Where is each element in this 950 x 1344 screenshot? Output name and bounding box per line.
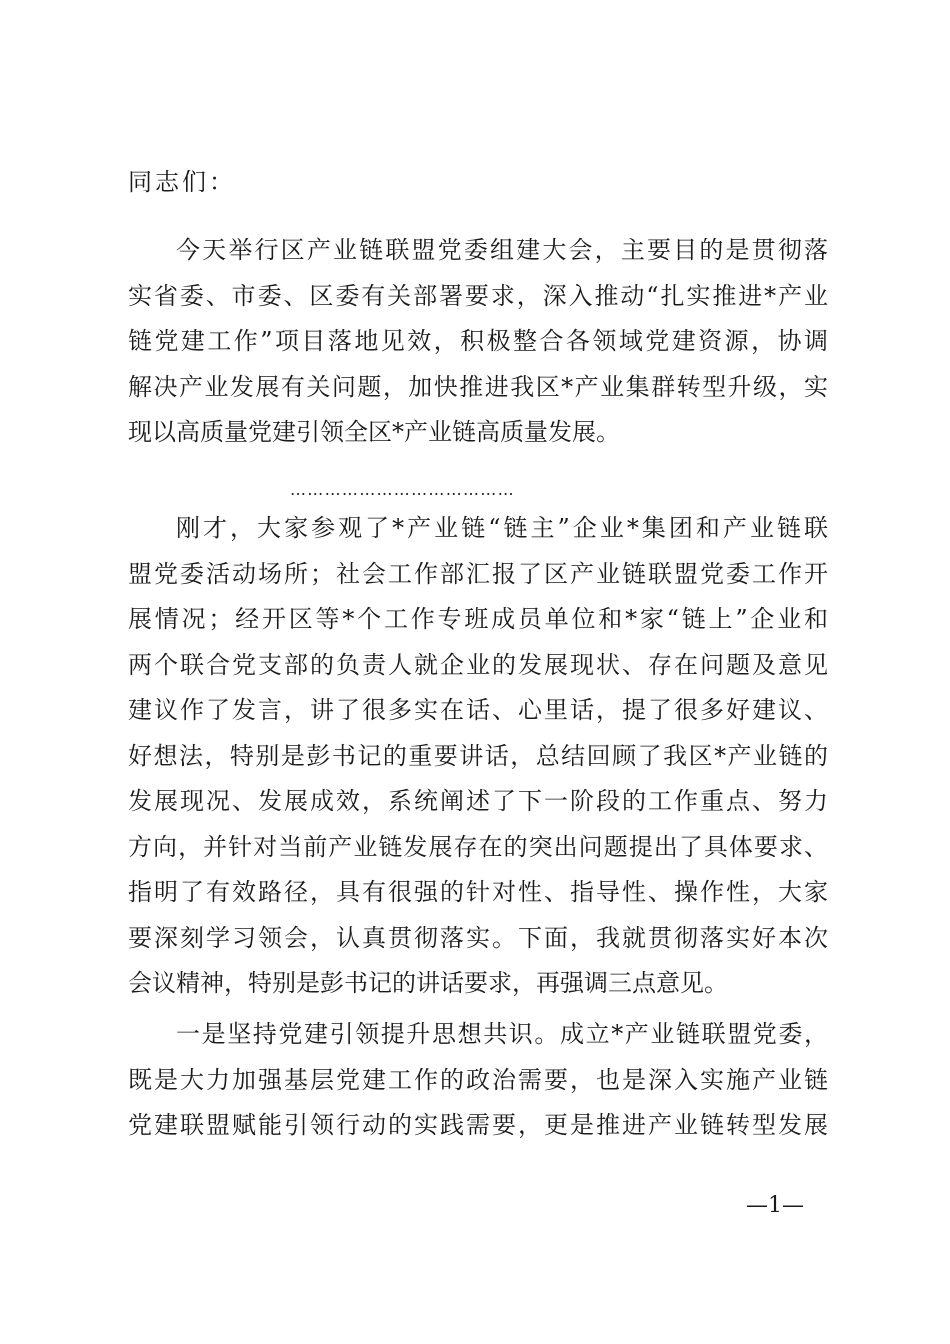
text-line: 发展现况、发展成效，系统阐述了下一阶段的工作重点、努力 xyxy=(128,787,828,815)
text-line: 今天举行区产业链联盟党委组建大会，主要目的是贯彻落 xyxy=(176,236,828,264)
text-line: 建议作了发言，讲了很多实在话、心里话，提了很多好建议、 xyxy=(128,696,828,724)
paragraph-opening xyxy=(128,228,828,456)
text-line: 刚才，大家参观了*产业链“链主”企业*集团和产业链联 xyxy=(176,514,828,542)
text-line: 一是坚持党建引领提升思想共识。成立*产业链联盟党委， xyxy=(176,1020,828,1048)
text-line: 党建联盟赋能引领行动的实践需要，更是推进产业链转型发展 xyxy=(128,1111,828,1139)
text-line: 链党建工作”项目落地见效，积极整合各领域党建资源，协调 xyxy=(128,327,828,355)
text-line: 方向，并针对当前产业链发展存在的突出问题提出了具体要求、 xyxy=(128,832,828,861)
text-line: 要深刻学习领会，认真贯彻落实。下面，我就贯彻落实好本次 xyxy=(128,923,828,952)
text-line: 既是大力加强基层党建工作的政治需要，也是深入实施产业链 xyxy=(128,1065,828,1094)
text-line: 现以高质量党建引领全区*产业链高质量发展。 xyxy=(128,418,620,446)
page-number: —1— xyxy=(746,1193,804,1218)
text-line: 实省委、市委、区委有关部署要求，深入推动“扎实推进*产业 xyxy=(128,281,828,310)
text-line: 解决产业发展有关问题，加快推进我区*产业集群转型升级，实 xyxy=(128,372,828,401)
text-line: 展情况；经开区等*个工作专班成员单位和*家“链上”企业和 xyxy=(128,605,828,633)
text-line: 指明了有效路径，具有很强的针对性、指导性、操作性，大家 xyxy=(128,878,828,906)
text-line: 会议精神，特别是彭书记的讲话要求，再强调三点意见。 xyxy=(128,969,728,997)
text-line: 两个联合党支部的负责人就企业的发展现状、存在问题及意见 xyxy=(128,650,828,679)
paragraph-review xyxy=(128,506,828,1007)
omission-separator: ………………………………… xyxy=(290,480,515,499)
paragraph-point-one xyxy=(128,1012,828,1149)
text-line: 盟党委活动场所；社会工作部汇报了区产业链联盟党委工作开 xyxy=(128,559,828,588)
text-line: 好想法，特别是彭书记的重要讲话，总结回顾了我区*产业链的 xyxy=(128,741,828,770)
salutation: 同志们： xyxy=(128,168,236,196)
